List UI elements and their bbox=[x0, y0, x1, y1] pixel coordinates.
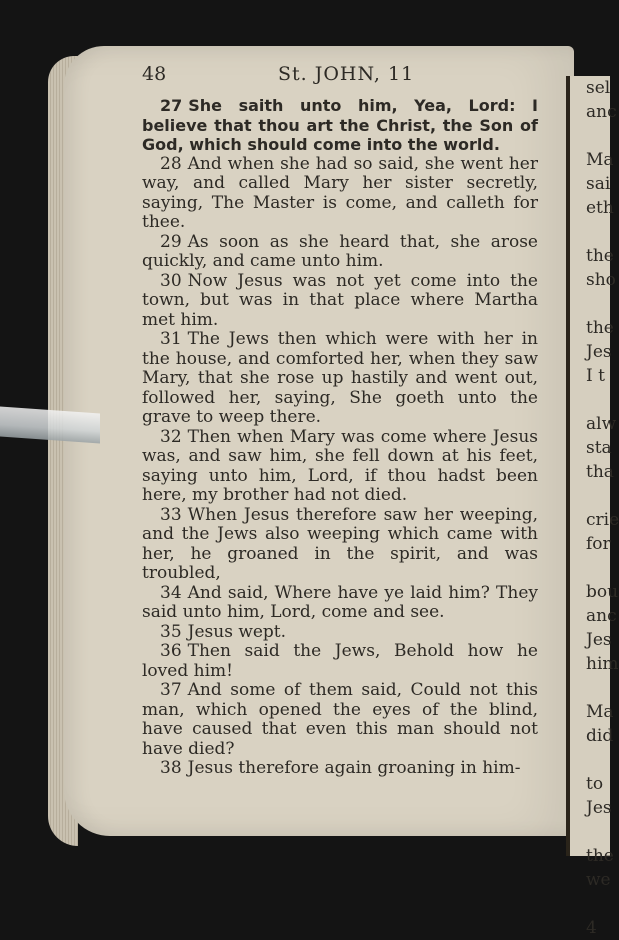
right-page-fragment: Ma bbox=[586, 702, 614, 722]
right-page-fragment: anc bbox=[586, 606, 617, 626]
ribbon-bookmark bbox=[0, 407, 100, 444]
right-page-fragment bbox=[586, 676, 610, 700]
verse-text bbox=[142, 96, 538, 779]
right-page-fragment: Ma bbox=[586, 150, 614, 170]
right-page-fragment: to bbox=[586, 774, 604, 794]
right-page-fragment: sta bbox=[586, 438, 612, 458]
right-page-fragment bbox=[586, 292, 610, 316]
right-page-fragment: the bbox=[586, 318, 614, 338]
right-page-fragment: anc bbox=[586, 102, 617, 122]
right-page-fragment: bou bbox=[586, 582, 619, 602]
right-page bbox=[566, 76, 619, 938]
right-page-fragment: alw bbox=[586, 414, 617, 434]
right-page-fragment: sel bbox=[586, 78, 611, 98]
right-page-fragment: Jes bbox=[586, 798, 612, 818]
verse-35: 35 Jesus wept. bbox=[160, 621, 287, 642]
right-page-fragment: crie bbox=[586, 510, 619, 530]
verse-34: 34 And said, Where have ye laid him? They said unto him, Lord, come and see. bbox=[142, 582, 538, 622]
right-page-fragment: Jes bbox=[586, 630, 612, 650]
page-number: 48 bbox=[142, 63, 167, 85]
right-page-fragment bbox=[586, 748, 610, 772]
verse-29: 29 As soon as she heard that, she arose quickly, and came unto him. bbox=[142, 231, 538, 271]
verse-28: 28 And when she had so said, she went her way, and called Mary her sister secretly, saying, The Master is come, and calleth for thee. bbox=[142, 153, 538, 232]
right-page-fragment bbox=[586, 124, 610, 148]
right-page-fragment bbox=[586, 556, 610, 580]
right-page-fragment bbox=[586, 388, 610, 412]
right-page-fragment bbox=[586, 484, 610, 508]
verse-33: 33 When Jesus therefore saw her weeping, and the Jews also weeping which came with her, he groaned in the spirit, and was troubled, bbox=[142, 504, 538, 583]
page-title: St. JOHN, 11 bbox=[278, 63, 415, 85]
right-page-fragment: for bbox=[586, 534, 611, 554]
right-page-fragment: we bbox=[586, 870, 611, 890]
right-page-fragment: Jes bbox=[586, 342, 612, 362]
verse-32: 32 Then when Mary was come where Jesus was, and saw him, she fell down at his feet, saying unto him, Lord, if thou hadst been here, my brother had not died. bbox=[142, 426, 538, 505]
right-page-fragment bbox=[586, 220, 610, 244]
right-page-fragment: did bbox=[586, 726, 614, 746]
verse-30: 30 Now Jesus was not yet come into the town, but was in that place where Martha met him. bbox=[142, 270, 538, 330]
right-page-fragment: sho bbox=[586, 270, 616, 290]
verse-38: 38 Jesus therefore again groaning in him- bbox=[160, 758, 521, 778]
right-page-fragment bbox=[586, 820, 610, 844]
verse-31: 31 The Jews then which were with her in the house, and comforted her, when they saw Mary, that she rose up hastily and went out, followed her, saying, She goeth unto the grave to weep there. bbox=[142, 329, 538, 427]
right-page-fragment: I t bbox=[586, 366, 605, 386]
verse-36: 36 Then said the Jews, Behold how he loved him! bbox=[142, 641, 538, 681]
right-page-fragment: sai bbox=[586, 174, 611, 194]
right-page-fragment bbox=[586, 892, 610, 916]
right-page-fragment: the bbox=[586, 846, 614, 866]
right-page-fragment: him bbox=[586, 654, 619, 674]
right-page-fragment: eth bbox=[586, 198, 614, 218]
verse-27: 27 She saith unto him, Yea, Lord: I believe that thou art the Christ, the Son of God, which should come into the world. bbox=[142, 96, 538, 154]
verse-37: 37 And some of them said, Could not this man, which opened the eyes of the blind, have caused that even this man should not have died? bbox=[142, 680, 538, 759]
right-page-fragment: the bbox=[586, 246, 614, 266]
right-page-fragment: 4 bbox=[586, 918, 597, 938]
right-page-fragment: tha bbox=[586, 462, 614, 482]
